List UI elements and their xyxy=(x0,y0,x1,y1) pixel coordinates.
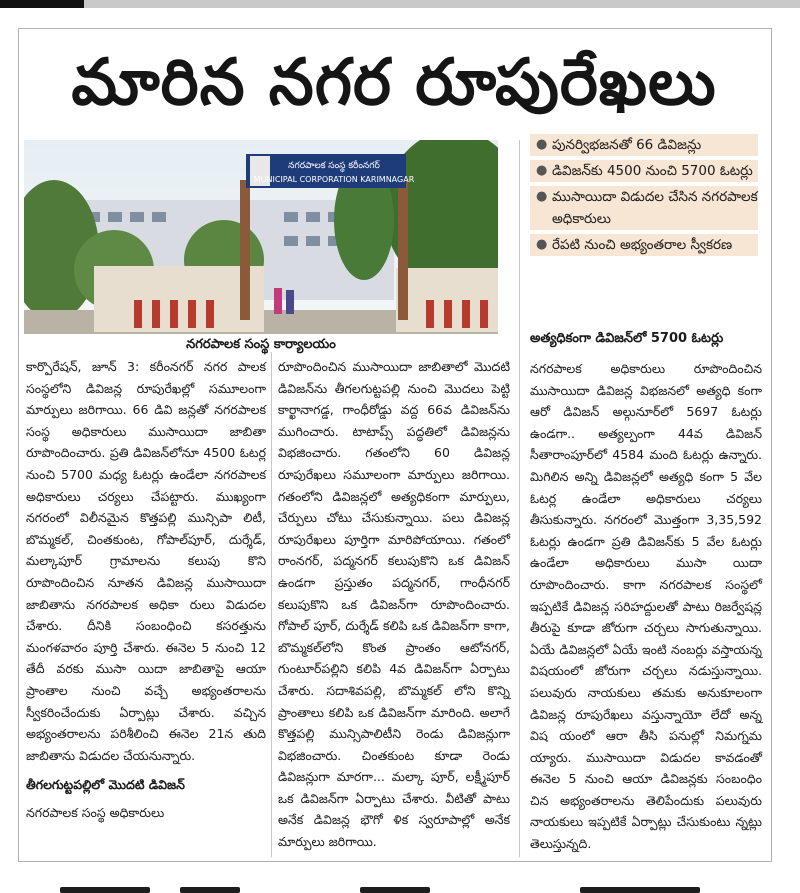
highlights-list xyxy=(530,134,758,260)
body-paragraph: నగరపాలక సంస్థ అధికారులు xyxy=(26,804,165,820)
body-paragraph: నగరపాలక అధికారులు రూపొందించిన ముసాయిదా డివిజన్ల విభజనలో అత్యధి కంగా ఆరో డివిజన్ అల్గునూర్‌లో 5697 ఓటర్లు ఉండగా.. అత్యల్పంగా 44వ డివిజన్ సీతారాంపూర్‌లో 4584 మంది ఓటర్లు ఉన్నారు. మిగిలిన అన్ని డివిజన్లలో అత్యధి కంగా 5 వేల ఓటర్ల ఉండేలా అధికారులు చర్యలు తీసుకున్నారు. నగరంలో మొత్తంగా 3,35,592 ఓటర్లు ఉండగా ప్రతి డివిజన్‌కు 5 వేల ఓటర్లు ఉండేలా అధికారులు ముసా యిదా రూపొందించారు. కాగా నగరపాలక సంస్థలో ఇప్పటికే డివిజన్ల సరిహద్దులతో పాటు రిజర్వేషన్ల తీరుపై కూడా జోరుగా చర్చలు సాగుతున్నాయి. ఏయే డివిజన్లలో ఏయే ఇంటి నంబర్లు వస్తాయన్న విషయంలో జోరుగా చర్చలు నడుస్తున్నాయి. పలువురు నాయకులు తమకు అనుకూలంగా డివిజన్ల రూపురేఖలు వస్తున్నాయో లేదో అన్న విష యంలో ఆరా తీసి పనుల్లో నిమగ్నమ య్యారు. ముసాయిదా విడుదల కావడంతో ఈనెల 5 నుంచి ఆయా డివిజన్లకు సంబంధిం చిన అభ్యంతరాలను తెలిపేందుకు పలువురు నాయకులు ఇప్పటికే ఏర్పాట్లు చేసుకుంటు న్నట్లు తెలుస్తున్నది. xyxy=(530,361,762,852)
bullet-icon: ● xyxy=(536,137,548,152)
column-divider xyxy=(519,140,520,857)
side-heading: అత్యధికంగా డివిజన్‌లో 5700 ఓటర్లు xyxy=(530,331,724,346)
highlight-item: ● రేపటి నుంచి అభ్యంతరాల స్వీకరణ xyxy=(530,234,758,256)
highlight-item: ● ముసాయిదా విడుదల చేసిన నగరపాలక అధికారులు xyxy=(530,186,758,230)
next-article-strip xyxy=(60,880,760,893)
body-paragraph: రూపొందించిన ముసాయిదా జాబితాలో మొదటి డివిజన్‌ను తీగలగుట్టపల్లి నుంచి మొదలు పెట్టి కార్ఖానాగడ్డ, గాంధీరోడ్డు వద్ద 66వ డివిజన్‌ను ముగించారు. టాటాప్స్ పద్ధతిలో డివిజన్లను విభజించారు. గతంలోని 60 డివిజన్ల రూపురేఖలు సమూలంగా మార్పులు జరిగాయి. గతంలోని డివిజన్లలో అత్యధికంగా మార్పులు, చేర్పులు చోటు చేసుకున్నాయి. పలు డివిజన్ల రూపురేఖలు పూర్తిగా మారిపోయాయి. గతంలో రాంనగర్, పద్మనగర్ కలుపుకొని ఒక డివిజన్ ఉండగా ప్రస్తుతం పద్మనగర్, గాంధీనగర్ కలుపుకొని ఒక డివిజన్‌గా రూపొందించారు. గోపాల్ పూర్, దుర్శేడ్ కలిపి ఒక డివిజన్‌గా కాగా, బొమ్మకల్‌లోని కొంత ప్రాంతం ఆటోనగర్, గుంటూర్‌పల్లిని కలిపి 4వ డివిజన్‌గా ఏర్పాటు చేశారు. సదాశివపల్లి, బొమ్మకల్ లోని కొన్ని ప్రాంతాలు కలిపి ఒక డివిజన్‌గా మారింది. అలాగే కొత్తపల్లి మున్సిపాలిటీని రెండు డివిజన్లుగా విభజించారు. చింతకుంట కూడా రెండు డివిజన్లుగా మారగా... మల్కా పూర్, లక్ష్మీపూర్ ఒక డివిజన్‌గా ఏర్పాటు చేశారు. వీటితో పాటు అనేక డివిజన్ల భౌగో ళిక స్వరూపాల్లో అనేక మార్పులు జరిగాయి. xyxy=(278,359,510,850)
bullet-icon: ● xyxy=(536,163,548,178)
bullet-icon: ● xyxy=(536,189,548,204)
top-bar-block xyxy=(0,0,84,8)
photo-caption: నగరపాలక సంస్థ కార్యాలయం xyxy=(186,337,336,352)
article-column-1 xyxy=(26,356,266,827)
column-divider xyxy=(271,352,272,857)
article-column-3 xyxy=(530,358,762,859)
sign-text-english: MUNICIPAL CORPORATION KARIMNAGAR xyxy=(253,175,415,184)
sign-text-telugu: నగరపాలక సంస్థ కరీంనగర్ xyxy=(288,161,380,171)
headline: మారిన నగర రూపురేఖలు xyxy=(71,46,717,120)
bullet-icon: ● xyxy=(536,237,548,252)
article-column-2 xyxy=(278,356,510,857)
highlight-item: ● పునర్విభజనతో 66 డివిజన్లు xyxy=(530,134,758,156)
body-paragraph: కార్పొరేషన్, జూన్ 3: కరీంనగర్ నగర పాలక సంస్థలోని డివిజన్ల రూపురేఖల్లో సమూలంగా మార్పులు జరిగాయి. 66 డివి జన్లతో నగరపాలక సంస్థ అధికారులు ముసాయిదా జాబితా రూపొందించారు. ప్రతి డివిజన్‌లోనూ 4500 ఓటర్ల నుంచి 5700 మధ్య ఓటర్లు ఉండేలా నగరపాలక అధికారులు చర్యలు చేపట్టారు. ముఖ్యంగా నగరంలో విలీనమైన కొత్తపల్లి మున్సిపా లిటీ, బొమ్మకల్, చింతకుంట, గోపాల్‌పూర్, దుర్శేడ్, మల్కాపూర్ గ్రామాలను కలుపు కొని రూపొందించిన నూతన డివిజన్ల ముసాయిదా జాబితాను నగరపాలక అధికా రులు విడుదల చేశారు. దీనికి సంబంధించి కసరత్తును మంగళవారం పూర్తి చేశారు. ఈనెల 5 నుంచి 12 తేదీ వరకు ముసా యిదా జాబితాపై ఆయా ప్రాంతాల నుంచి వచ్చే అభ్యంతరాలను స్వీకరించేందుకు ఏర్పాట్లు చేశారు. వచ్చిన అభ్యంతరాలను పరిశీలించి ఈనెల 21న తుది జాబితాను విడుదల చేయనున్నారు. xyxy=(26,359,266,763)
highlight-item: ● డివిజన్‌కు 4500 నుంచి 5700 ఓటర్లు xyxy=(530,160,758,182)
office-photo xyxy=(24,140,498,334)
top-bar xyxy=(0,0,800,8)
subheading: తీగలగుట్టపల్లిలో మొదటి డివిజన్ xyxy=(26,777,185,793)
